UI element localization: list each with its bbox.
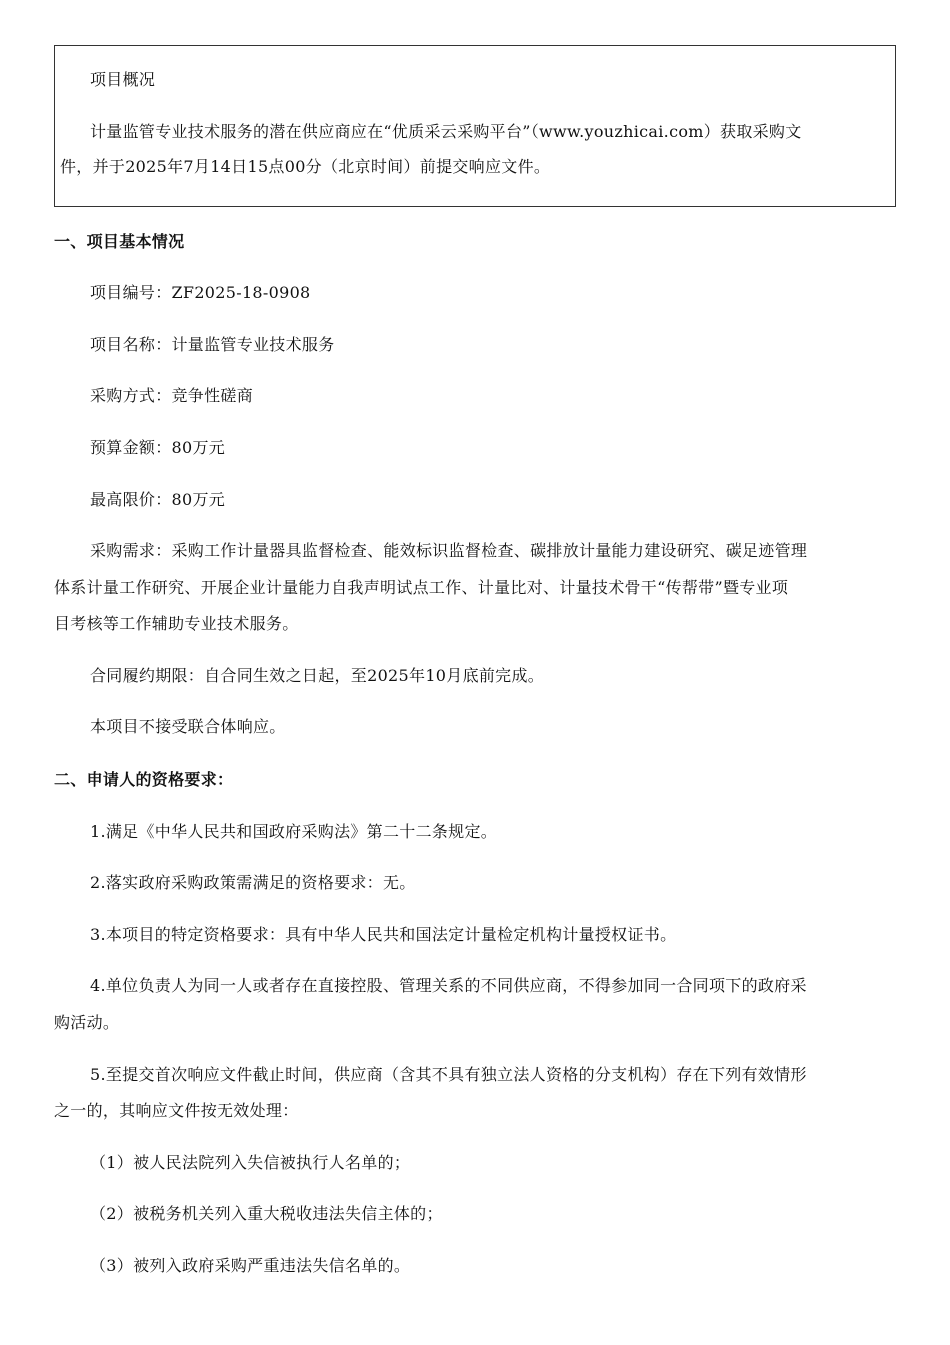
project-name: 项目名称：计量监管专业技术服务 — [90, 335, 335, 354]
qualification-item-4-line1: 4.单位负责人为同一人或者存在直接控股、管理关系的不同供应商，不得参加同一合同项下的政府采 — [90, 976, 807, 995]
overview-text-line2: 件，并于2025年7月14日15点00分（北京时间）前提交响应文件。 — [60, 157, 551, 176]
contract-period: 合同履约期限：自合同生效之日起，至2025年10月底前完成。 — [90, 666, 545, 685]
requirement-line2: 体系计量工作研究、开展企业计量能力自我声明试点工作、计量比对、计量技术骨干“传帮带”暨专业项 — [54, 578, 789, 597]
qualification-item-5-line1: 5.至提交首次响应文件截止时间，供应商（含其不具有独立法人资格的分支机构）存在下列有效情形 — [90, 1065, 807, 1084]
sub-item-2: （2）被税务机关列入重大税收违法失信主体的； — [90, 1204, 443, 1223]
consortium-note: 本项目不接受联合体响应。 — [90, 717, 286, 736]
sub-item-1: （1）被人民法院列入失信被执行人名单的； — [90, 1153, 411, 1172]
qualification-item-1: 1.满足《中华人民共和国政府采购法》第二十二条规定。 — [90, 822, 498, 841]
requirement-line1: 采购需求：采购工作计量器具监督检查、能效标识监督检查、碳排放计量能力建设研究、碳足迹管理 — [90, 541, 808, 560]
max-price: 最高限价：80万元 — [90, 490, 226, 509]
section1-heading: 一、项目基本情况 — [54, 232, 185, 251]
project-number: 项目编号：ZF2025-18-0908 — [90, 283, 311, 302]
qualification-item-5-line2: 之一的，其响应文件按无效处理： — [54, 1101, 299, 1120]
requirement-line3: 目考核等工作辅助专业技术服务。 — [54, 614, 299, 633]
sub-item-3: （3）被列入政府采购严重违法失信名单的。 — [90, 1256, 411, 1275]
overview-title: 项目概况 — [90, 70, 156, 89]
procurement-method: 采购方式：竞争性磋商 — [90, 386, 254, 405]
overview-text-line1: 计量监管专业技术服务的潜在供应商应在“优质采云采购平台”（www.youzhicai.com）获取采购文 — [90, 122, 802, 141]
section2-heading: 二、申请人的资格要求： — [54, 770, 234, 789]
qualification-item-4-line2: 购活动。 — [54, 1013, 120, 1032]
budget-amount: 预算金额：80万元 — [90, 438, 226, 457]
qualification-item-3: 3.本项目的特定资格要求：具有中华人民共和国法定计量检定机构计量授权证书。 — [90, 925, 677, 944]
qualification-item-2: 2.落实政府采购政策需满足的资格要求：无。 — [90, 873, 416, 892]
